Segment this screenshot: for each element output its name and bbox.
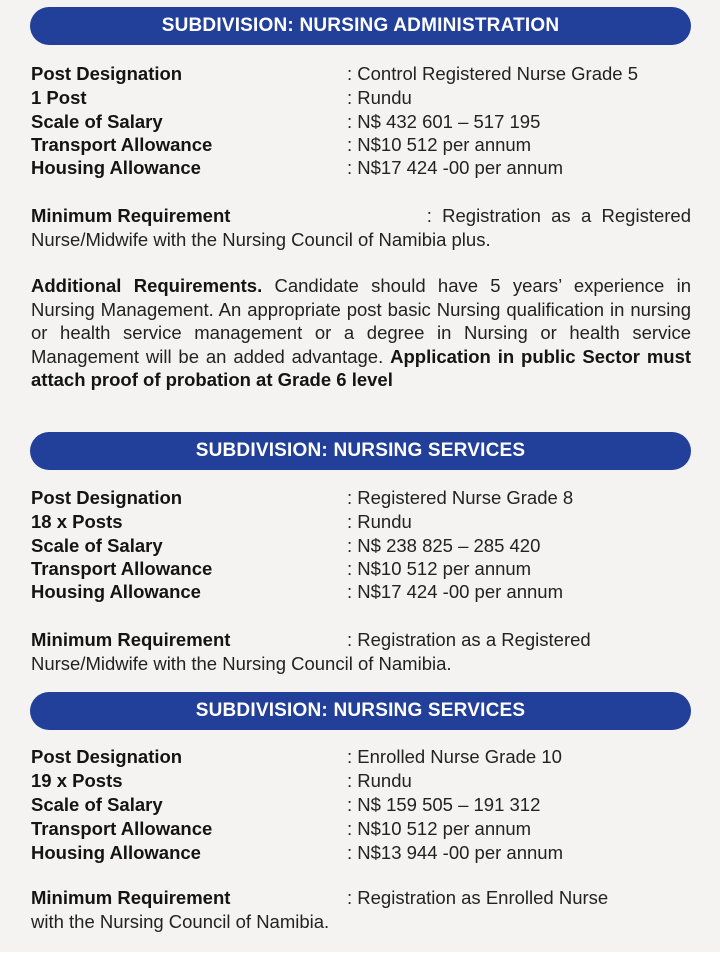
posts-count-row xyxy=(31,769,412,793)
row-value: : N$13 944 -00 per annum xyxy=(347,842,563,863)
row-label: 18 x Posts xyxy=(31,511,123,532)
row-value: : Rundu xyxy=(347,511,412,532)
post-designation-row xyxy=(31,486,574,510)
row-label: Housing Allowance xyxy=(31,581,201,602)
housing-allowance-row xyxy=(31,156,563,180)
section-header-nursing-administration: SUBDIVISION: NURSING ADMINISTRATION xyxy=(30,7,691,45)
minimum-requirement xyxy=(31,204,691,251)
post-designation-row xyxy=(31,745,562,769)
row-value: : N$ 432 601 – 517 195 xyxy=(347,111,541,132)
row-label: Transport Allowance xyxy=(31,134,213,155)
salary-scale-row xyxy=(31,793,541,817)
row-label: 1 Post xyxy=(31,87,87,108)
section-header-nursing-services: SUBDIVISION: NURSING SERVICES xyxy=(30,692,691,730)
row-value: : N$ 238 825 – 285 420 xyxy=(347,535,541,556)
row-value: : N$17 424 -00 per annum xyxy=(347,581,563,602)
row-value: : Control Registered Nurse Grade 5 xyxy=(347,63,638,84)
row-value: : N$17 424 -00 per annum xyxy=(347,157,563,178)
row-value: : Registered Nurse Grade 8 xyxy=(347,487,574,508)
additional-requirements-label: Additional Requirements. xyxy=(31,275,263,296)
row-label: Transport Allowance xyxy=(31,558,213,579)
row-value: : N$10 512 per annum xyxy=(347,558,532,579)
additional-requirements xyxy=(31,274,691,392)
minimum-requirement-label: Minimum Requirement xyxy=(31,205,231,226)
minimum-requirement-label: Minimum Requirement xyxy=(31,629,231,650)
row-label: Housing Allowance xyxy=(31,842,201,863)
row-label: Post Designation xyxy=(31,63,183,84)
housing-allowance-row xyxy=(31,841,563,865)
row-value: : N$ 159 505 – 191 312 xyxy=(347,794,541,815)
minimum-requirement-label: Minimum Requirement xyxy=(31,887,231,908)
salary-scale-row xyxy=(31,534,541,558)
posts-count-row xyxy=(31,86,412,110)
minimum-requirement-continuation: Nurse/Midwife with the Nursing Council of Namibia. xyxy=(31,652,452,674)
row-value: : Rundu xyxy=(347,87,412,108)
bottom-margin xyxy=(0,952,720,967)
row-label: 19 x Posts xyxy=(31,770,123,791)
minimum-requirement-continuation: with the Nursing Council of Namibia. xyxy=(31,910,330,932)
row-label: Scale of Salary xyxy=(31,111,163,132)
section-header-nursing-services: SUBDIVISION: NURSING SERVICES xyxy=(30,432,691,470)
row-value: : N$10 512 per annum xyxy=(347,818,532,839)
row-value: : N$10 512 per annum xyxy=(347,134,532,155)
minimum-requirement-text: : Registration as a Registered xyxy=(426,205,691,226)
transport-allowance-row xyxy=(31,557,532,581)
minimum-requirement-continuation: Nurse/Midwife with the Nursing Council of Namibia plus. xyxy=(31,228,491,250)
row-label: Post Designation xyxy=(31,487,183,508)
row-label: Transport Allowance xyxy=(31,818,213,839)
minimum-requirement xyxy=(31,628,691,675)
transport-allowance-row xyxy=(31,817,532,841)
housing-allowance-row xyxy=(31,580,563,604)
row-label: Scale of Salary xyxy=(31,535,163,556)
transport-allowance-row xyxy=(31,133,532,157)
minimum-requirement-text: : Registration as a Registered xyxy=(347,629,591,650)
application-note: Application in public Sector must attach proof of probation at Grade 6 level xyxy=(31,345,692,390)
posts-count-row xyxy=(31,510,412,534)
additional-requirements-text: Candidate should have 5 years’ experience in Nursing Management. An appropriate post basic Nursing qualification in nursing or health service management or a degree in Nursing or health service Management will be an added advantage. xyxy=(31,275,691,367)
row-label: Scale of Salary xyxy=(31,794,163,815)
row-value: : Rundu xyxy=(347,770,412,791)
minimum-requirement-text: : Registration as Enrolled Nurse xyxy=(347,887,609,908)
row-label: Housing Allowance xyxy=(31,157,201,178)
post-designation-row xyxy=(31,62,638,86)
minimum-requirement xyxy=(31,886,691,933)
row-label: Post Designation xyxy=(31,746,183,767)
row-value: : Enrolled Nurse Grade 10 xyxy=(347,746,562,767)
salary-scale-row xyxy=(31,110,541,134)
